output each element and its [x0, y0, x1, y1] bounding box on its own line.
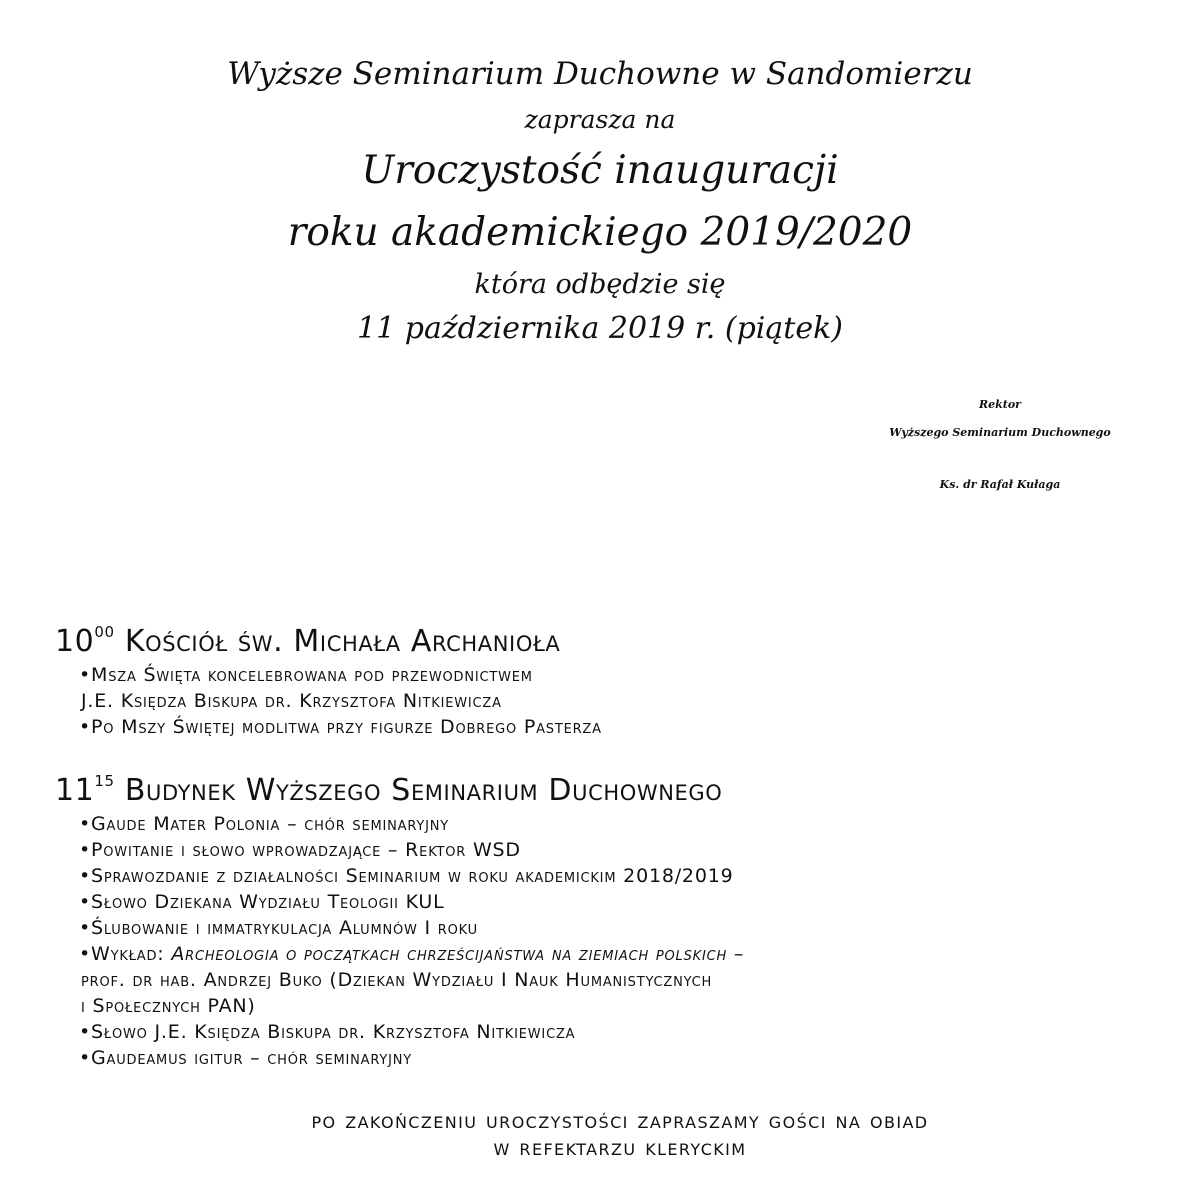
bullet-icon: •: [79, 813, 92, 835]
program-item: [81, 863, 1175, 889]
which-text: która odbędzie się: [474, 269, 726, 300]
section-heading: [55, 771, 1175, 811]
program-item: [81, 889, 1175, 915]
closing-line-1: po zakończeniu uroczystości zapraszamy gości na obiad: [311, 1108, 929, 1134]
program-item-text: Słowo J.E. Księdza Biskupa dr. Krzysztofa Nitkiewicza: [91, 1021, 576, 1043]
program-item: [81, 714, 1175, 740]
section-minutes: 15: [94, 772, 115, 790]
program-item: [81, 1019, 1175, 1045]
seminary-name: Wyższe Seminarium Duchowne w Sandomierzu: [227, 56, 973, 92]
program-item: [81, 811, 1175, 837]
event-date: 11 października 2019 r. (piątek): [357, 311, 843, 346]
program-item-text: Ślubowanie i immatrykulacja Alumnów I roku: [91, 917, 478, 939]
program-item-text: Powitanie i słowo wprowadzające – Rektor WSD: [91, 839, 521, 861]
rector-signature: [850, 395, 1150, 495]
bullet-icon: •: [79, 664, 92, 686]
bullet-icon: •: [79, 891, 92, 913]
program-list: [55, 811, 1175, 1071]
event-title-line-2: roku akademickiego 2019/2020: [287, 210, 913, 255]
program-item: [81, 837, 1175, 863]
section-place: Kościół św. Michała Archanioła: [124, 624, 561, 659]
program-item: [81, 662, 1175, 714]
program-item-text: Słowo Dziekana Wydziału Teologii KUL: [91, 891, 445, 913]
bullet-icon: •: [79, 917, 92, 939]
bullet-icon: •: [79, 716, 92, 738]
section-heading: [55, 622, 1175, 662]
section-minutes: 00: [94, 623, 115, 641]
closing-note: [0, 1108, 1200, 1162]
program-list: [55, 662, 1175, 740]
lecture-speaker-continued: i Społecznych PAN): [81, 995, 256, 1017]
lecture-dash: –: [727, 943, 745, 965]
program-item-lecture: [81, 941, 1175, 1019]
program-item-text: Sprawozdanie z działalności Seminarium w roku akademickim 2018/2019: [91, 865, 734, 887]
program-section-morning: [55, 622, 1175, 740]
program-item: [81, 915, 1175, 941]
bullet-icon: •: [79, 865, 92, 887]
program-item-text: Po Mszy Świętej modlitwa przy figurze Dobrego Pasterza: [91, 716, 602, 738]
signature-title: Rektor: [979, 398, 1021, 411]
bullet-icon: •: [79, 839, 92, 861]
program-item: [81, 1045, 1175, 1071]
section-place: Budynek Wyższego Seminarium Duchownego: [124, 773, 723, 808]
section-hour: 10: [55, 624, 95, 659]
bullet-icon: •: [79, 943, 92, 965]
closing-line-2: w refektarzu kleryckim: [493, 1135, 747, 1161]
event-title-line-1: Uroczystość inauguracji: [361, 148, 839, 193]
program-item-text: Gaude Mater Polonia – chór seminaryjny: [91, 813, 449, 835]
lecture-prefix: Wykład:: [91, 943, 172, 965]
program-section-seminary: [55, 771, 1175, 1071]
program-item-text: Gaudeamus igitur – chór seminaryjny: [91, 1047, 413, 1069]
bullet-icon: •: [79, 1021, 92, 1043]
program-item-text-continued: J.E. Księdza Biskupa dr. Krzysztofa Nitkiewicza: [81, 690, 502, 712]
signature-institution: Wyższego Seminarium Duchownego: [889, 426, 1111, 439]
invitation-header: [0, 48, 1200, 352]
lecture-title: Archeologia o początkach chrześcijaństwa na ziemiach polskich: [171, 943, 728, 965]
invites-text: zaprasza na: [524, 105, 676, 134]
lecture-speaker: prof. dr hab. Andrzej Buko (Dziekan Wydziału I Nauk Humanistycznych: [81, 969, 713, 991]
bullet-icon: •: [79, 1047, 92, 1069]
signature-name: Ks. dr Rafał Kułaga: [939, 478, 1061, 491]
section-hour: 11: [55, 773, 95, 808]
program-item-text: Msza Święta koncelebrowana pod przewodnictwem: [91, 664, 533, 686]
